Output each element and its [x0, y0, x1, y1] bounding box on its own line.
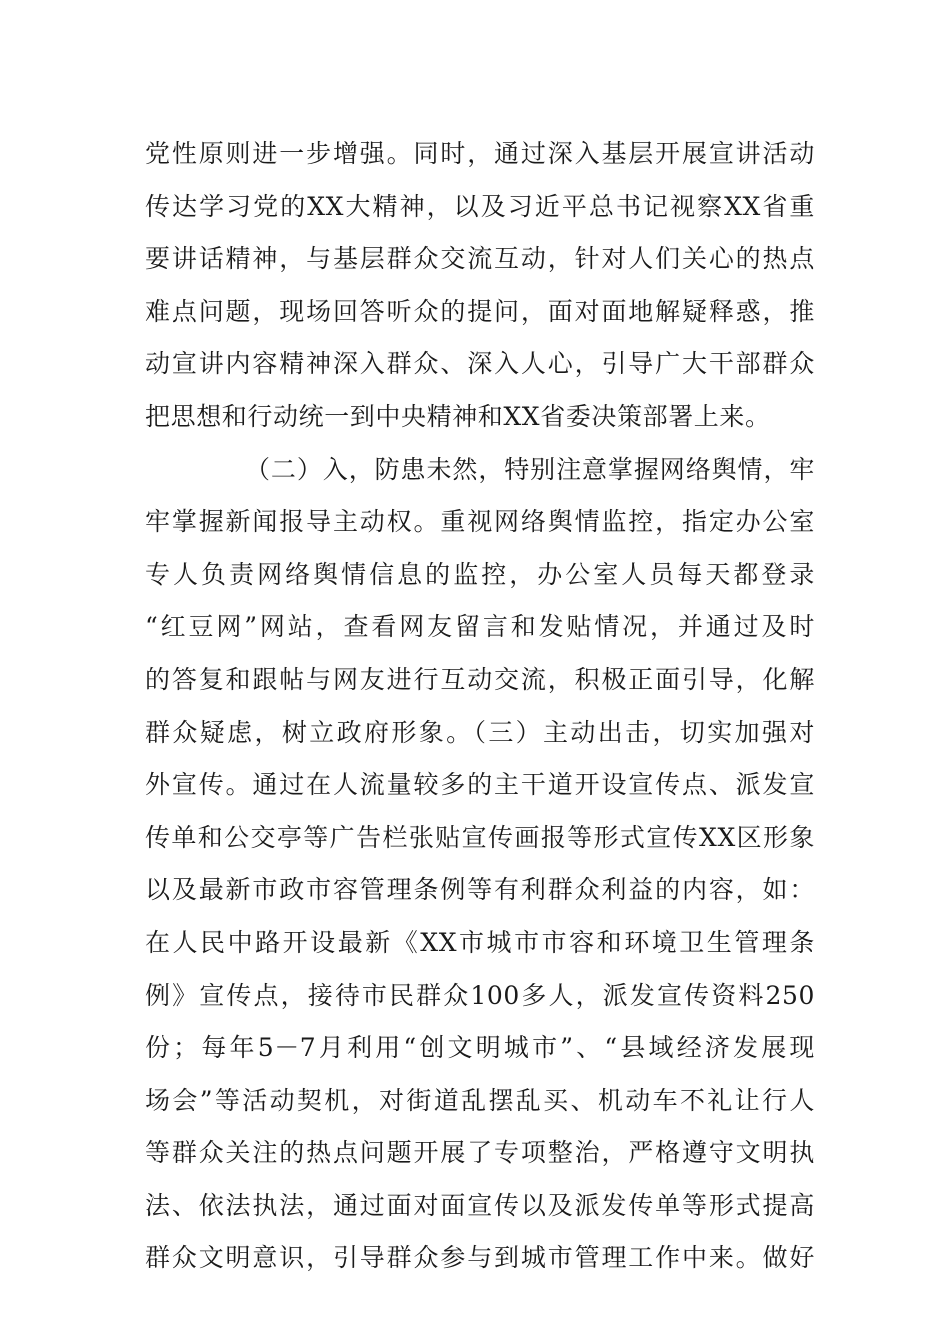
- text-line: 外宣传。通过在人流量较多的主干道开设宣传点、派发宣: [145, 770, 815, 800]
- text-line: 难点问题，现场回答听众的提问，面对面地解疑释惑，推: [145, 296, 815, 326]
- section-heading-line: （二）入，防患未然，特别注意掌握网络舆情，牢: [245, 454, 815, 484]
- text-line: 牢掌握新闻报导主动权。重视网络舆情监控，指定办公室: [145, 507, 815, 537]
- text-line: 等群众关注的热点问题开展了专项整治，严格遵守文明执: [145, 1138, 815, 1168]
- text-line: “红豆网”网站，查看网友留言和发贴情况，并通过及时: [145, 612, 815, 642]
- text-line: 以及最新市政市容管理条例等有利群众利益的内容，如：: [145, 875, 815, 905]
- text-line: 党性原则进一步增强。同时，通过深入基层开展宣讲活动: [145, 139, 815, 168]
- text-line: 传达学习党的XX大精神，以及习近平总书记视察XX省重: [145, 191, 815, 221]
- text-line: 法、依法执法，通过面对面宣传以及派发传单等形式提高: [145, 1190, 815, 1220]
- body-text: [145, 128, 815, 1285]
- text-line: 群众文明意识，引导群众参与到城市管理工作中来。做好: [145, 1243, 815, 1273]
- text-line: 例》宣传点，接待市民群众100多人，派发宣传资料250: [145, 980, 815, 1010]
- text-line: 动宣讲内容精神深入群众、深入人心，引导广大干部群众: [145, 349, 815, 379]
- text-line: 专人负责网络舆情信息的监控，办公室人员每天都登录: [145, 559, 815, 589]
- text-line: 要讲话精神，与基层群众交流互动，针对人们关心的热点: [145, 244, 815, 274]
- text-line: 群众疑虑，树立政府形象。（三）主动出击，切实加强对: [145, 717, 815, 747]
- text-line: 场会”等活动契机，对街道乱摆乱买、机动车不礼让行人: [145, 1085, 815, 1115]
- text-line: 在人民中路开设最新《XX市城市市容和环境卫生管理条: [145, 927, 815, 957]
- text-line: 传单和公交亭等广告栏张贴宣传画报等形式宣传XX区形象: [145, 822, 815, 852]
- text-line: 把思想和行动统一到中央精神和XX省委决策部署上来。: [145, 401, 771, 431]
- text-line: 的答复和跟帖与网友进行互动交流，积极正面引导，化解: [145, 664, 815, 694]
- text-line: 份；每年5－7月利用“创文明城市”、“县域经济发展现: [145, 1033, 815, 1063]
